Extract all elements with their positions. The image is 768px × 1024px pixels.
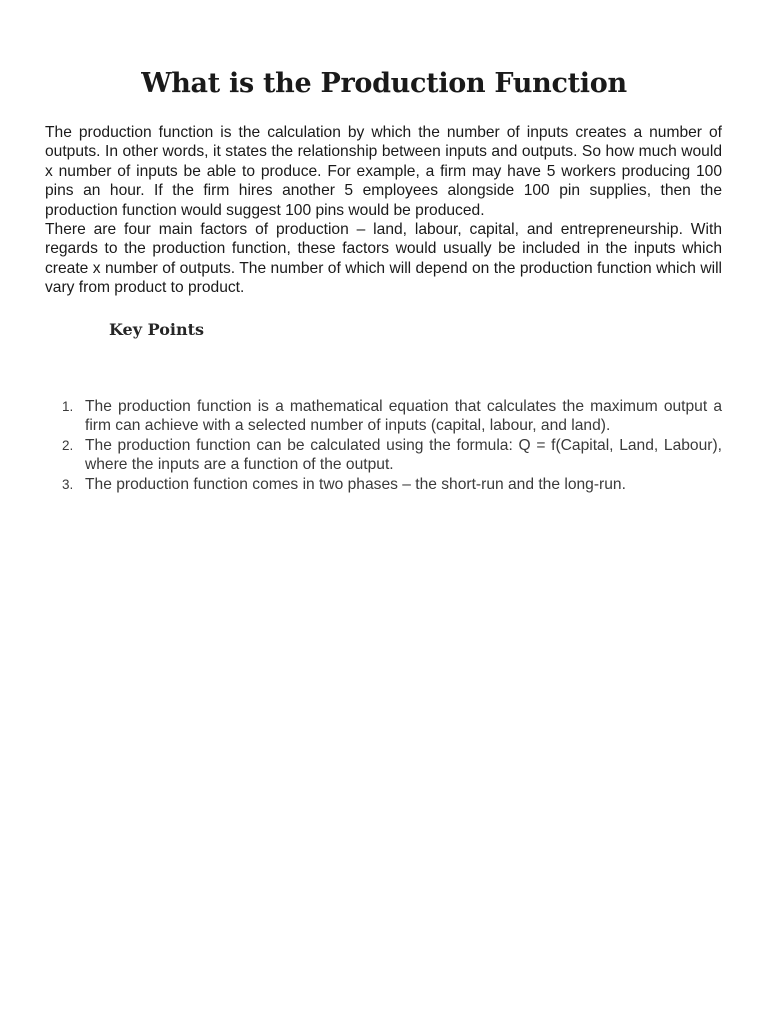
paragraph-production-function: The production function is the calculation by which the number of inputs creates a number of outputs. In other words, it states the relationship between inputs and outputs. So how much would x number of inputs be able to produce. For example, a firm may have 5 workers producing 100 pins an hour. If the firm hires another 5 employees alongside 100 pin supplies, then the production function would suggest 100 pins would be produced. [45,124,722,219]
key-points-heading: Key Points [109,320,204,339]
intro-body [45,123,722,298]
list-item [45,397,722,436]
list-item-text: The production function can be calculated using the formula: Q = f(Capital, Land, Labour), where the inputs are a function of the output. [85,436,722,474]
list-item-number: 3. [62,476,74,492]
list-item-number: 2. [62,437,74,453]
list-item-text: The production function is a mathematical equation that calculates the maximum output a firm can achieve with a selected number of inputs (capital, labour, and land). [85,398,722,435]
list-item-number: 1. [62,399,74,414]
list-item-text: The production function comes in two phases – the short-run and the long-run. [85,475,626,493]
page-title: What is the Production Function [141,68,627,99]
list-item [45,475,722,494]
paragraph-factors-of-production: There are four main factors of production – land, labour, capital, and entrepreneurship. With regards to the production function, these factors would usually be included in the inputs which create x number of outputs. The number of which will depend on the production function which will vary from product to product. [45,221,722,297]
key-points-list [45,397,722,494]
list-item [45,436,722,475]
